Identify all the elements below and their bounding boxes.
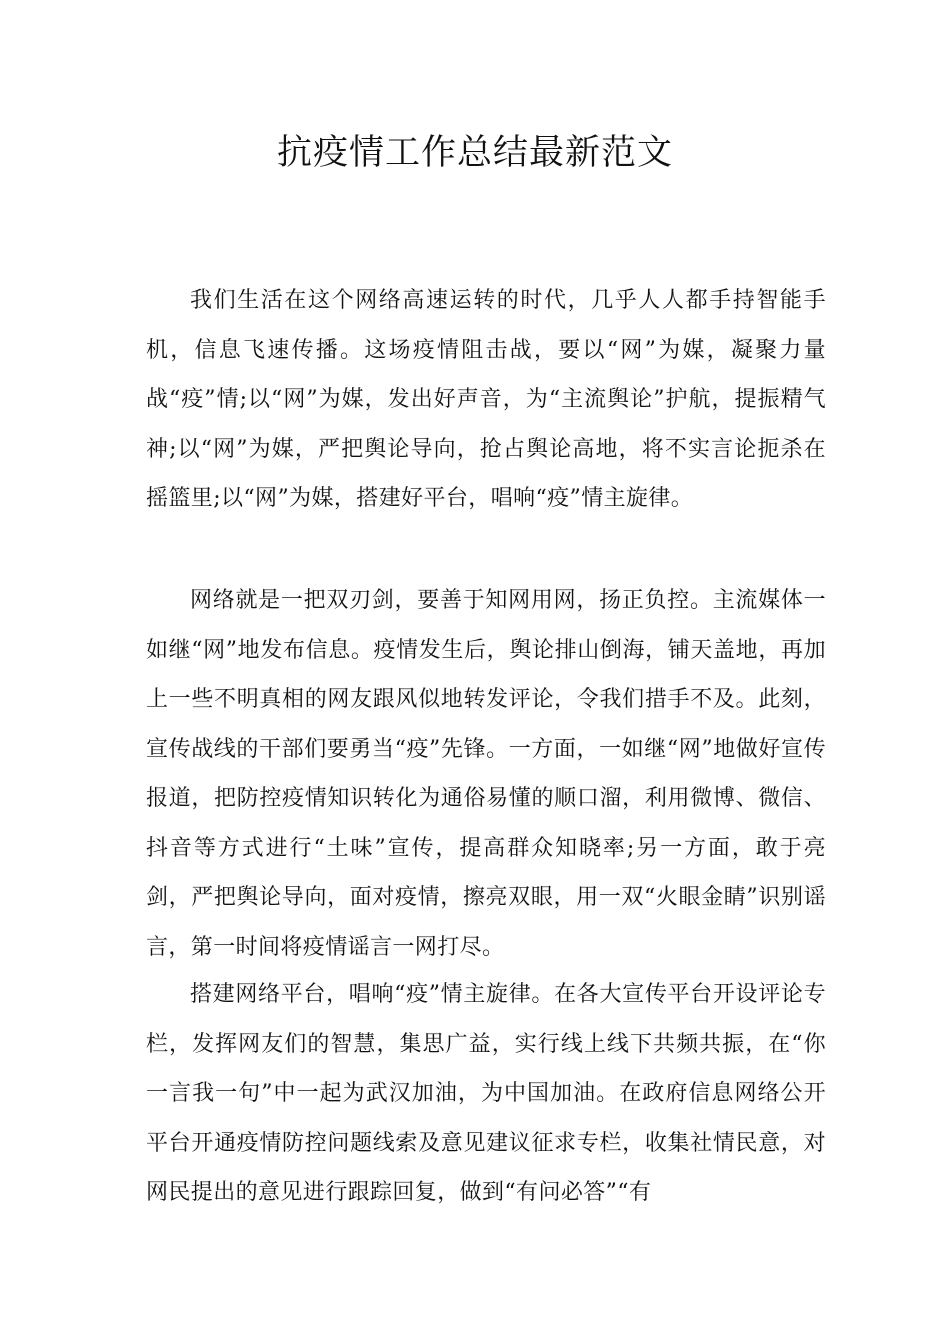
paragraph-2: 网络就是一把双刃剑，要善于知网用网，扬正负控。主流媒体一如继“网”地发布信息。疫情发生后，舆论排山倒海，铺天盖地，再加上一些不明真相的网友跟风似地转发评论，令我们措手不及。此刻，宣传战线的干部们要勇当“疫”先锋。一方面，一如继“网”地做好宣传报道，把防控疫情知识转化为通俗易懂的顺口溜，利用微博、微信、抖音等方式进行“土味”宣传，提高群众知晓率;另一方面，敢于亮剑，严把舆论导向，面对疫情，擦亮双眼，用一双“火眼金睛”识别谣言，第一时间将疫情谣言一网打尽。: [146, 588, 826, 960]
paragraph-1: 我们生活在这个网络高速运转的时代，几乎人人都手持智能手机，信息飞速传播。这场疫情阻击战，要以“网”为媒，凝聚力量战“疫”情;以“网”为媒，发出好声音，为“主流舆论”护航，提振精气神;以“网”为媒，严把舆论导向，抢占舆论高地，将不实言论扼杀在摇篮里;以“网”为媒，搭建好平台，唱响“疫”情主旋律。: [146, 288, 826, 511]
paragraph-3: 搭建网络平台，唱响“疫”情主旋律。在各大宣传平台开设评论专栏，发挥网友们的智慧，集思广益，实行线上线下共频共振，在“你一言我一句”中一起为武汉加油，为中国加油。在政府信息网络公开平台开通疫情防控问题线索及意见建议征求专栏，收集社情民意，对网民提出的意见进行跟踪回复，做到“有问必答”“有: [146, 982, 826, 1205]
document-title: 抗疫情工作总结最新范文: [276, 133, 673, 173]
